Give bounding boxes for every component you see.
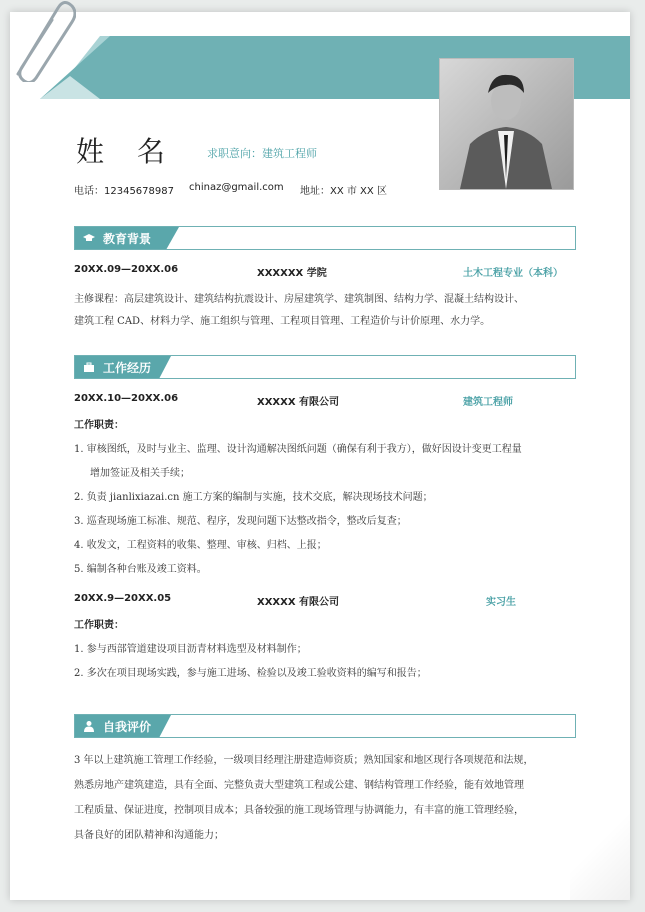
self-title: 自我评价 xyxy=(103,720,152,734)
phone: 电话：12345678987 xyxy=(74,186,174,197)
work-title: 工作经历 xyxy=(103,361,152,375)
job2-duty-2: 2. 多次在项目现场实践，参与施工进场、检验以及竣工验收资料的编写和报告； xyxy=(74,668,427,679)
job1-duty-4: 4. 收发文，工程资料的收集、整理、审核、归档、上报； xyxy=(74,540,327,551)
resume-page xyxy=(10,12,630,900)
job1-duty-1: 1. 审核图纸，及时与业主、监理、设计沟通解决图纸问题（确保有利于我方），做好因设计变更工程量 xyxy=(74,444,522,455)
email: chinaz@gmail.com xyxy=(189,182,284,193)
edu-courses-line1: 主修课程：高层建筑设计、建筑结构抗震设计、房屋建筑学、建筑制图、结构力学、混凝土结构设计、 xyxy=(74,294,524,305)
edu-school: XXXXXX 学院 xyxy=(257,268,327,279)
graduation-cap-icon xyxy=(83,232,95,244)
edu-major: 土木工程专业（本科） xyxy=(463,268,563,279)
edu-courses-line2: 建筑工程 CAD、材料力学、施工组织与管理、工程项目管理、工程造价与计价原理、水力学。 xyxy=(74,316,491,327)
self-line-4: 具备良好的团队精神和沟通能力； xyxy=(74,830,224,841)
paperclip-icon xyxy=(6,0,76,82)
education-section-header xyxy=(74,226,576,250)
job1-duties-label: 工作职责： xyxy=(74,420,124,431)
job-intention: 求职意向：建筑工程师 xyxy=(207,147,317,160)
job2-period: 20XX.9—20XX.05 xyxy=(74,593,172,604)
work-section-header xyxy=(74,355,576,379)
job2-duties-label: 工作职责： xyxy=(74,620,124,631)
job2-company: XXXXX 有限公司 xyxy=(257,597,340,608)
address: 地址：XX 市 XX 区 xyxy=(300,186,387,197)
job1-duty-3: 3. 巡查现场施工标准、规范、程序，发现问题下达整改指令，整改后复查； xyxy=(74,516,407,527)
person-icon xyxy=(83,720,95,732)
job1-company: XXXXX 有限公司 xyxy=(257,397,340,408)
education-title: 教育背景 xyxy=(103,232,152,246)
job2-position: 实习生 xyxy=(486,597,516,608)
job1-duty-5: 5. 编制各种台账及竣工资料。 xyxy=(74,564,207,575)
job2-duty-1: 1. 参与西部管道建设项目沥青材料选型及材料制作； xyxy=(74,644,307,655)
edu-period: 20XX.09—20XX.06 xyxy=(74,264,179,275)
job1-period: 20XX.10—20XX.06 xyxy=(74,393,179,404)
self-line-2: 熟悉房地产建筑建造，具有全面、完整负责大型建筑工程或公建、钢结构管理工作经验，能有效地管理 xyxy=(74,780,524,791)
candidate-name: 姓 名 xyxy=(76,135,177,168)
self-line-3: 工程质量、保证进度，控制项目成本；具备较强的施工现场管理与协调能力，有丰富的施工管理经验， xyxy=(74,805,524,816)
job1-position: 建筑工程师 xyxy=(463,397,513,408)
job1-duty-1b: 增加签证及相关手续； xyxy=(90,468,190,479)
page-curl xyxy=(570,780,630,900)
self-section-header xyxy=(74,714,576,738)
briefcase-icon xyxy=(83,361,95,373)
profile-photo xyxy=(439,58,574,190)
job1-duty-2: 2. 负责 jianlixiazai.cn 施工方案的编制与实施，技术交底，解决现场技术问题； xyxy=(74,492,433,503)
self-line-1: 3 年以上建筑施工管理工作经验，一级项目经理注册建造师资质；熟知国家和地区现行各项规范和法规， xyxy=(74,755,534,766)
